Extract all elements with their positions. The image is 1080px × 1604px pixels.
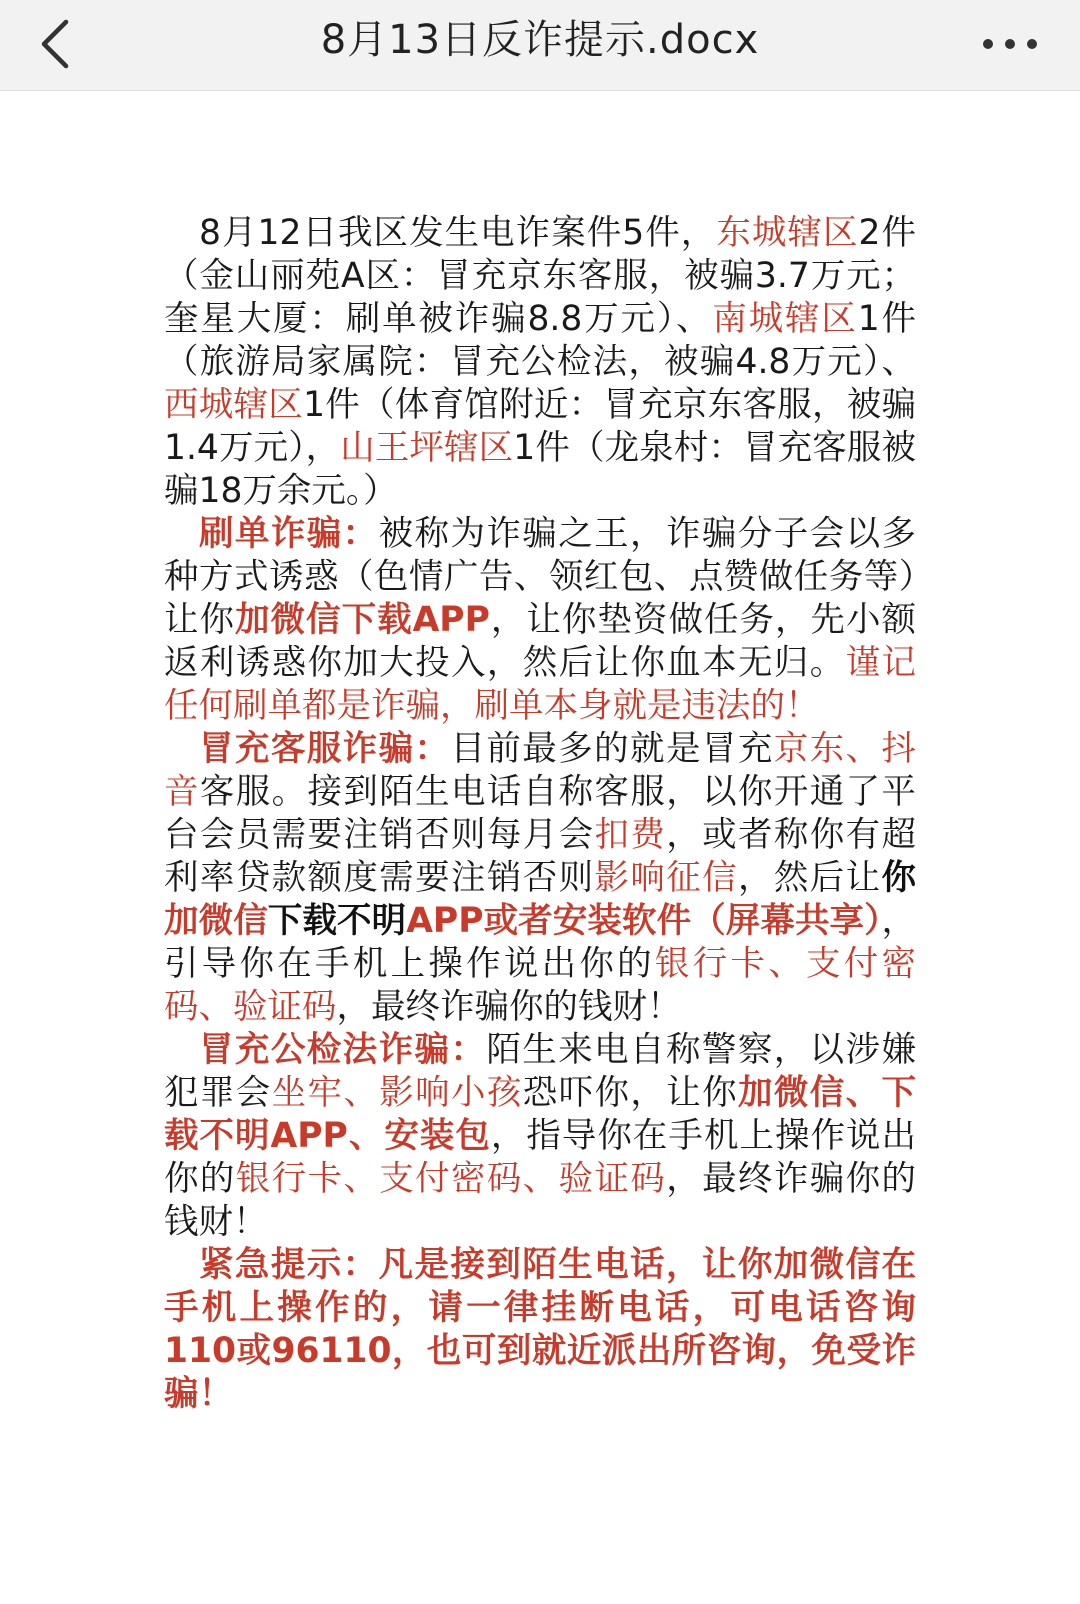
paragraph-text: ，最终诈骗你的钱财！ bbox=[336, 987, 682, 1027]
highlighted-text: 加微信 bbox=[164, 901, 268, 941]
paragraph-text: ，或者称你有超利率贷款额度需要注销否则 bbox=[164, 815, 916, 898]
highlighted-text: 东城辖区 bbox=[716, 213, 859, 253]
more-dots-icon bbox=[970, 14, 1050, 74]
paragraph-text: 客服。接到陌生电话自称客服，以你开通了平台会员需要注销否则每月会 bbox=[164, 772, 916, 855]
highlighted-text: APP或者安装软件（屏幕共享） bbox=[406, 901, 882, 941]
top-navigation-bar bbox=[0, 0, 1080, 91]
highlighted-text: 下载不明 bbox=[267, 901, 407, 941]
paragraph-text: 陌生来电自称警察，以涉嫌犯罪会 bbox=[164, 1030, 917, 1113]
highlighted-text: 影响征信 bbox=[594, 858, 738, 898]
highlighted-text: 银行卡、支付密码、验证码 bbox=[235, 1159, 667, 1199]
paragraph-text: 1件（体育馆附近：冒充京东客服，被骗1.4万元）， bbox=[164, 385, 917, 468]
paragraph-text: ，最终诈骗你的钱财！ bbox=[164, 1159, 916, 1242]
paragraph-text: 2件（金山丽苑A区：冒充京东客服，被骗3.7万元；奎星大厦：刷单被诈骗8.8万元）、 bbox=[164, 213, 917, 339]
highlighted-text: 刷单诈骗： bbox=[199, 514, 379, 554]
highlighted-text: 谨记任何刷单都是诈骗，刷单本身就是违法的！ bbox=[164, 643, 916, 726]
highlighted-text: 南城辖区 bbox=[712, 299, 858, 339]
highlighted-text: 你 bbox=[881, 858, 916, 898]
highlighted-text: 冒充公检法诈骗： bbox=[199, 1030, 487, 1070]
document-paragraph bbox=[164, 728, 916, 1029]
paragraph-text: ，然后让 bbox=[738, 858, 882, 898]
highlighted-text: 加微信、下载不明APP、安装包 bbox=[164, 1073, 916, 1156]
document-title: 8月13日反诈提示.docx bbox=[320, 17, 760, 63]
highlighted-text: 西城辖区 bbox=[164, 385, 304, 425]
document-paragraph bbox=[164, 212, 916, 513]
highlighted-text: 银行卡、支付密码、验证码 bbox=[164, 944, 917, 1027]
paragraph-text: ，让你垫资做任务，先小额返利诱惑你加大投入，然后让你血本无归。 bbox=[164, 600, 917, 683]
document-paragraph bbox=[164, 1029, 916, 1244]
document-body bbox=[164, 212, 916, 1416]
paragraph-text: 目前最多的就是冒充 bbox=[450, 729, 774, 769]
paragraph-text: ，指导你在手机上操作说出你的 bbox=[164, 1116, 917, 1199]
highlighted-text: 扣费 bbox=[594, 815, 667, 855]
chevron-left-icon bbox=[28, 12, 88, 76]
paragraph-text: 被称为诈骗之王，诈骗分子会以多种方式诱惑（色情广告、领红包、点赞做任务等）让你 bbox=[164, 514, 917, 640]
highlighted-text: 冒充客服诈骗： bbox=[199, 729, 451, 769]
highlighted-text: 京东、抖音 bbox=[164, 729, 917, 812]
paragraph-text: 1件（旅游局家属院：冒充公检法，被骗4.8万元）、 bbox=[164, 299, 916, 382]
back-button[interactable] bbox=[28, 12, 88, 76]
highlighted-text: 山王坪辖区 bbox=[340, 428, 514, 468]
paragraph-text: 恐吓你，让你 bbox=[522, 1073, 738, 1113]
highlighted-text: 加微信下载APP bbox=[235, 600, 490, 640]
paragraph-text: 1件（龙泉村：冒充客服被骗18万余元。） bbox=[164, 428, 916, 511]
highlighted-text: 坐牢、影响小孩 bbox=[271, 1073, 523, 1113]
highlighted-text: 紧急提示：凡是接到陌生电话，让你加微信在手机上操作的，请一律挂断电话，可电话咨询110或96110，也可到就近派出所咨询，免受诈骗！ bbox=[164, 1245, 916, 1414]
paragraph-text: ，引导你在手机上操作说出你的 bbox=[164, 901, 917, 984]
document-paragraph bbox=[164, 513, 916, 728]
more-options-button[interactable] bbox=[970, 14, 1050, 74]
document-paragraph bbox=[164, 1244, 916, 1416]
paragraph-text: 8月12日我区发生电诈案件5件， bbox=[199, 213, 717, 253]
